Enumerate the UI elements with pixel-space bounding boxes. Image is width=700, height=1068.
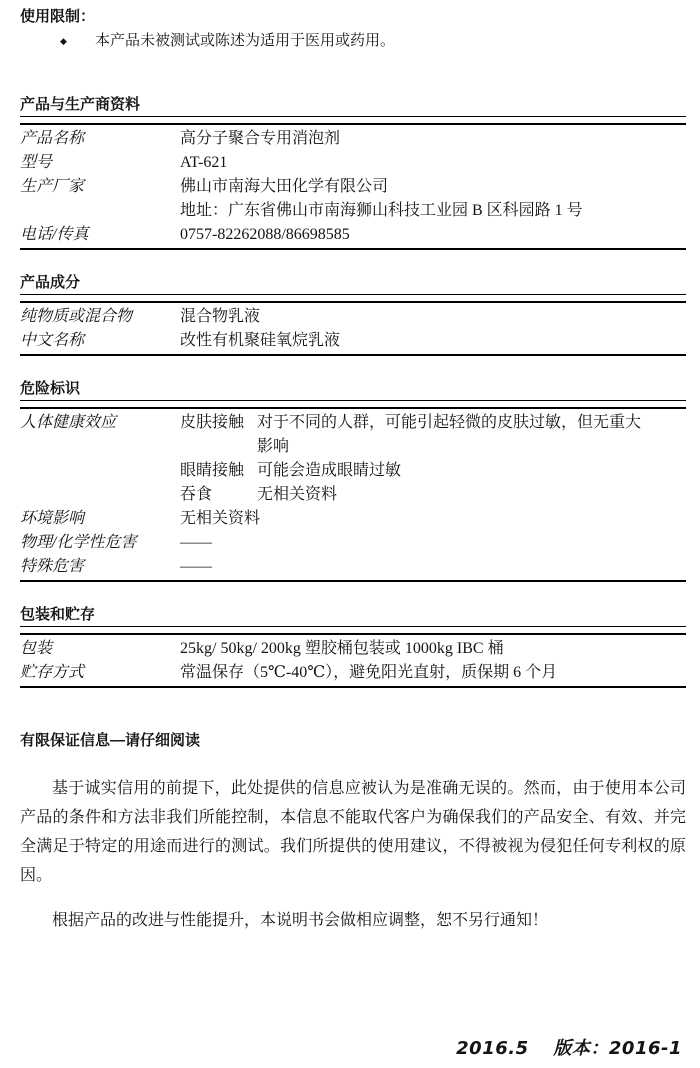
table-row: [20, 151, 686, 175]
row-value: 改性有机聚硅氧烷乳液: [180, 331, 341, 349]
row-value: 常温保存（5℃-40℃），避免阳光直射，质保期 6 个月: [180, 663, 558, 681]
footer: [20, 1038, 686, 1060]
row-value: 25kg/ 50kg/ 200kg 塑胶桶包装或 1000kg IBC 桶: [180, 639, 504, 657]
row-label: [20, 483, 180, 507]
footer-version: 版本：2016-1: [553, 1038, 682, 1059]
usage-restriction-item: [20, 32, 686, 50]
warranty-notice-paragraph: 根据产品的改进与性能提升，本说明书会做相应调整，恕不另行通知！: [52, 912, 549, 929]
row-label: 生产厂家: [20, 177, 85, 195]
table-row: [20, 661, 686, 685]
row-description: [257, 531, 649, 555]
composition-table: [20, 301, 686, 356]
hazards-section: [20, 380, 686, 582]
row-description: 可能会造成眼睛过敏: [257, 461, 402, 479]
row-label: 包装: [20, 639, 53, 657]
row-description: [257, 555, 649, 579]
warranty-paragraph: 基于诚实信用的前提下，此处提供的信息应被认为是准确无误的。然而，由于使用本公司产品的条件和方法非我们所能控制，本信息不能取代客户为确保我们的产品安全、有效、并完全满足于特定的用途而进行的测试。我们所提供的使用建议，不得被视为侵犯任何专利权的原因。: [20, 780, 686, 884]
row-value: 混合物乳液: [180, 307, 261, 325]
row-subcategory: 无相关资料: [180, 509, 261, 527]
hazards-title: 危险标识: [20, 380, 686, 401]
product-info-section: [20, 96, 686, 250]
warranty-title: 有限保证信息—请仔细阅读: [20, 732, 201, 749]
row-label: 特殊危害: [20, 557, 85, 575]
table-row: [20, 223, 686, 247]
row-label: [20, 199, 180, 223]
table-row: [20, 637, 686, 661]
row-label: 产品名称: [20, 129, 85, 147]
row-label: 电话/传真: [20, 225, 89, 243]
table-row: [20, 175, 686, 199]
product-info-title: 产品与生产商资料: [20, 96, 686, 117]
composition-section: [20, 274, 686, 356]
row-description: 无相关资料: [257, 485, 338, 503]
table-row: [20, 127, 686, 151]
row-subcategory: 吞食: [180, 485, 213, 503]
product-info-table: [20, 123, 686, 250]
row-value: 高分子聚合专用消泡剂: [180, 129, 341, 147]
packaging-title: 包装和贮存: [20, 606, 686, 627]
row-description: [260, 507, 652, 531]
table-row: [20, 329, 686, 353]
row-description: 对于不同的人群，可能引起轻微的皮肤过敏，但无重大影响: [257, 413, 642, 455]
footer-date: 2016.5: [456, 1038, 529, 1059]
table-row: [20, 305, 686, 329]
row-label: 贮存方式: [20, 663, 85, 681]
row-value: AT-621: [180, 153, 228, 171]
table-row: [20, 483, 686, 507]
hazards-table: [20, 407, 686, 582]
usage-restriction-text: 本产品未被测试或陈述为适用于医用或药用。: [95, 33, 396, 49]
table-row: [20, 411, 686, 459]
row-label: 中文名称: [20, 331, 85, 349]
row-label: 物理/化学性危害: [20, 533, 137, 551]
row-label: 环境影响: [20, 509, 85, 527]
row-subcategory: ——: [180, 557, 212, 575]
row-subcategory: 眼睛接触: [180, 461, 245, 479]
row-value: 地址：广东省佛山市南海狮山科技工业园 B 区科园路 1 号: [180, 201, 583, 219]
table-row: [20, 199, 686, 223]
table-row: [20, 507, 686, 531]
table-row: [20, 531, 686, 555]
row-label: 人体健康效应: [20, 413, 117, 431]
composition-title: 产品成分: [20, 274, 686, 295]
usage-restrictions-title: 使用限制：: [20, 8, 96, 25]
row-subcategory: ——: [180, 533, 212, 551]
table-row: [20, 459, 686, 483]
packaging-table: [20, 633, 686, 688]
row-label: 型号: [20, 153, 53, 171]
row-subcategory: 皮肤接触: [180, 413, 245, 431]
diamond-bullet-icon: ◆: [60, 36, 67, 46]
table-row: [20, 555, 686, 579]
row-label: 纯物质或混合物: [20, 307, 133, 325]
row-value: 0757-82262088/86698585: [180, 225, 350, 243]
row-label: [20, 459, 180, 483]
row-value: 佛山市南海大田化学有限公司: [180, 177, 389, 195]
packaging-section: [20, 606, 686, 688]
